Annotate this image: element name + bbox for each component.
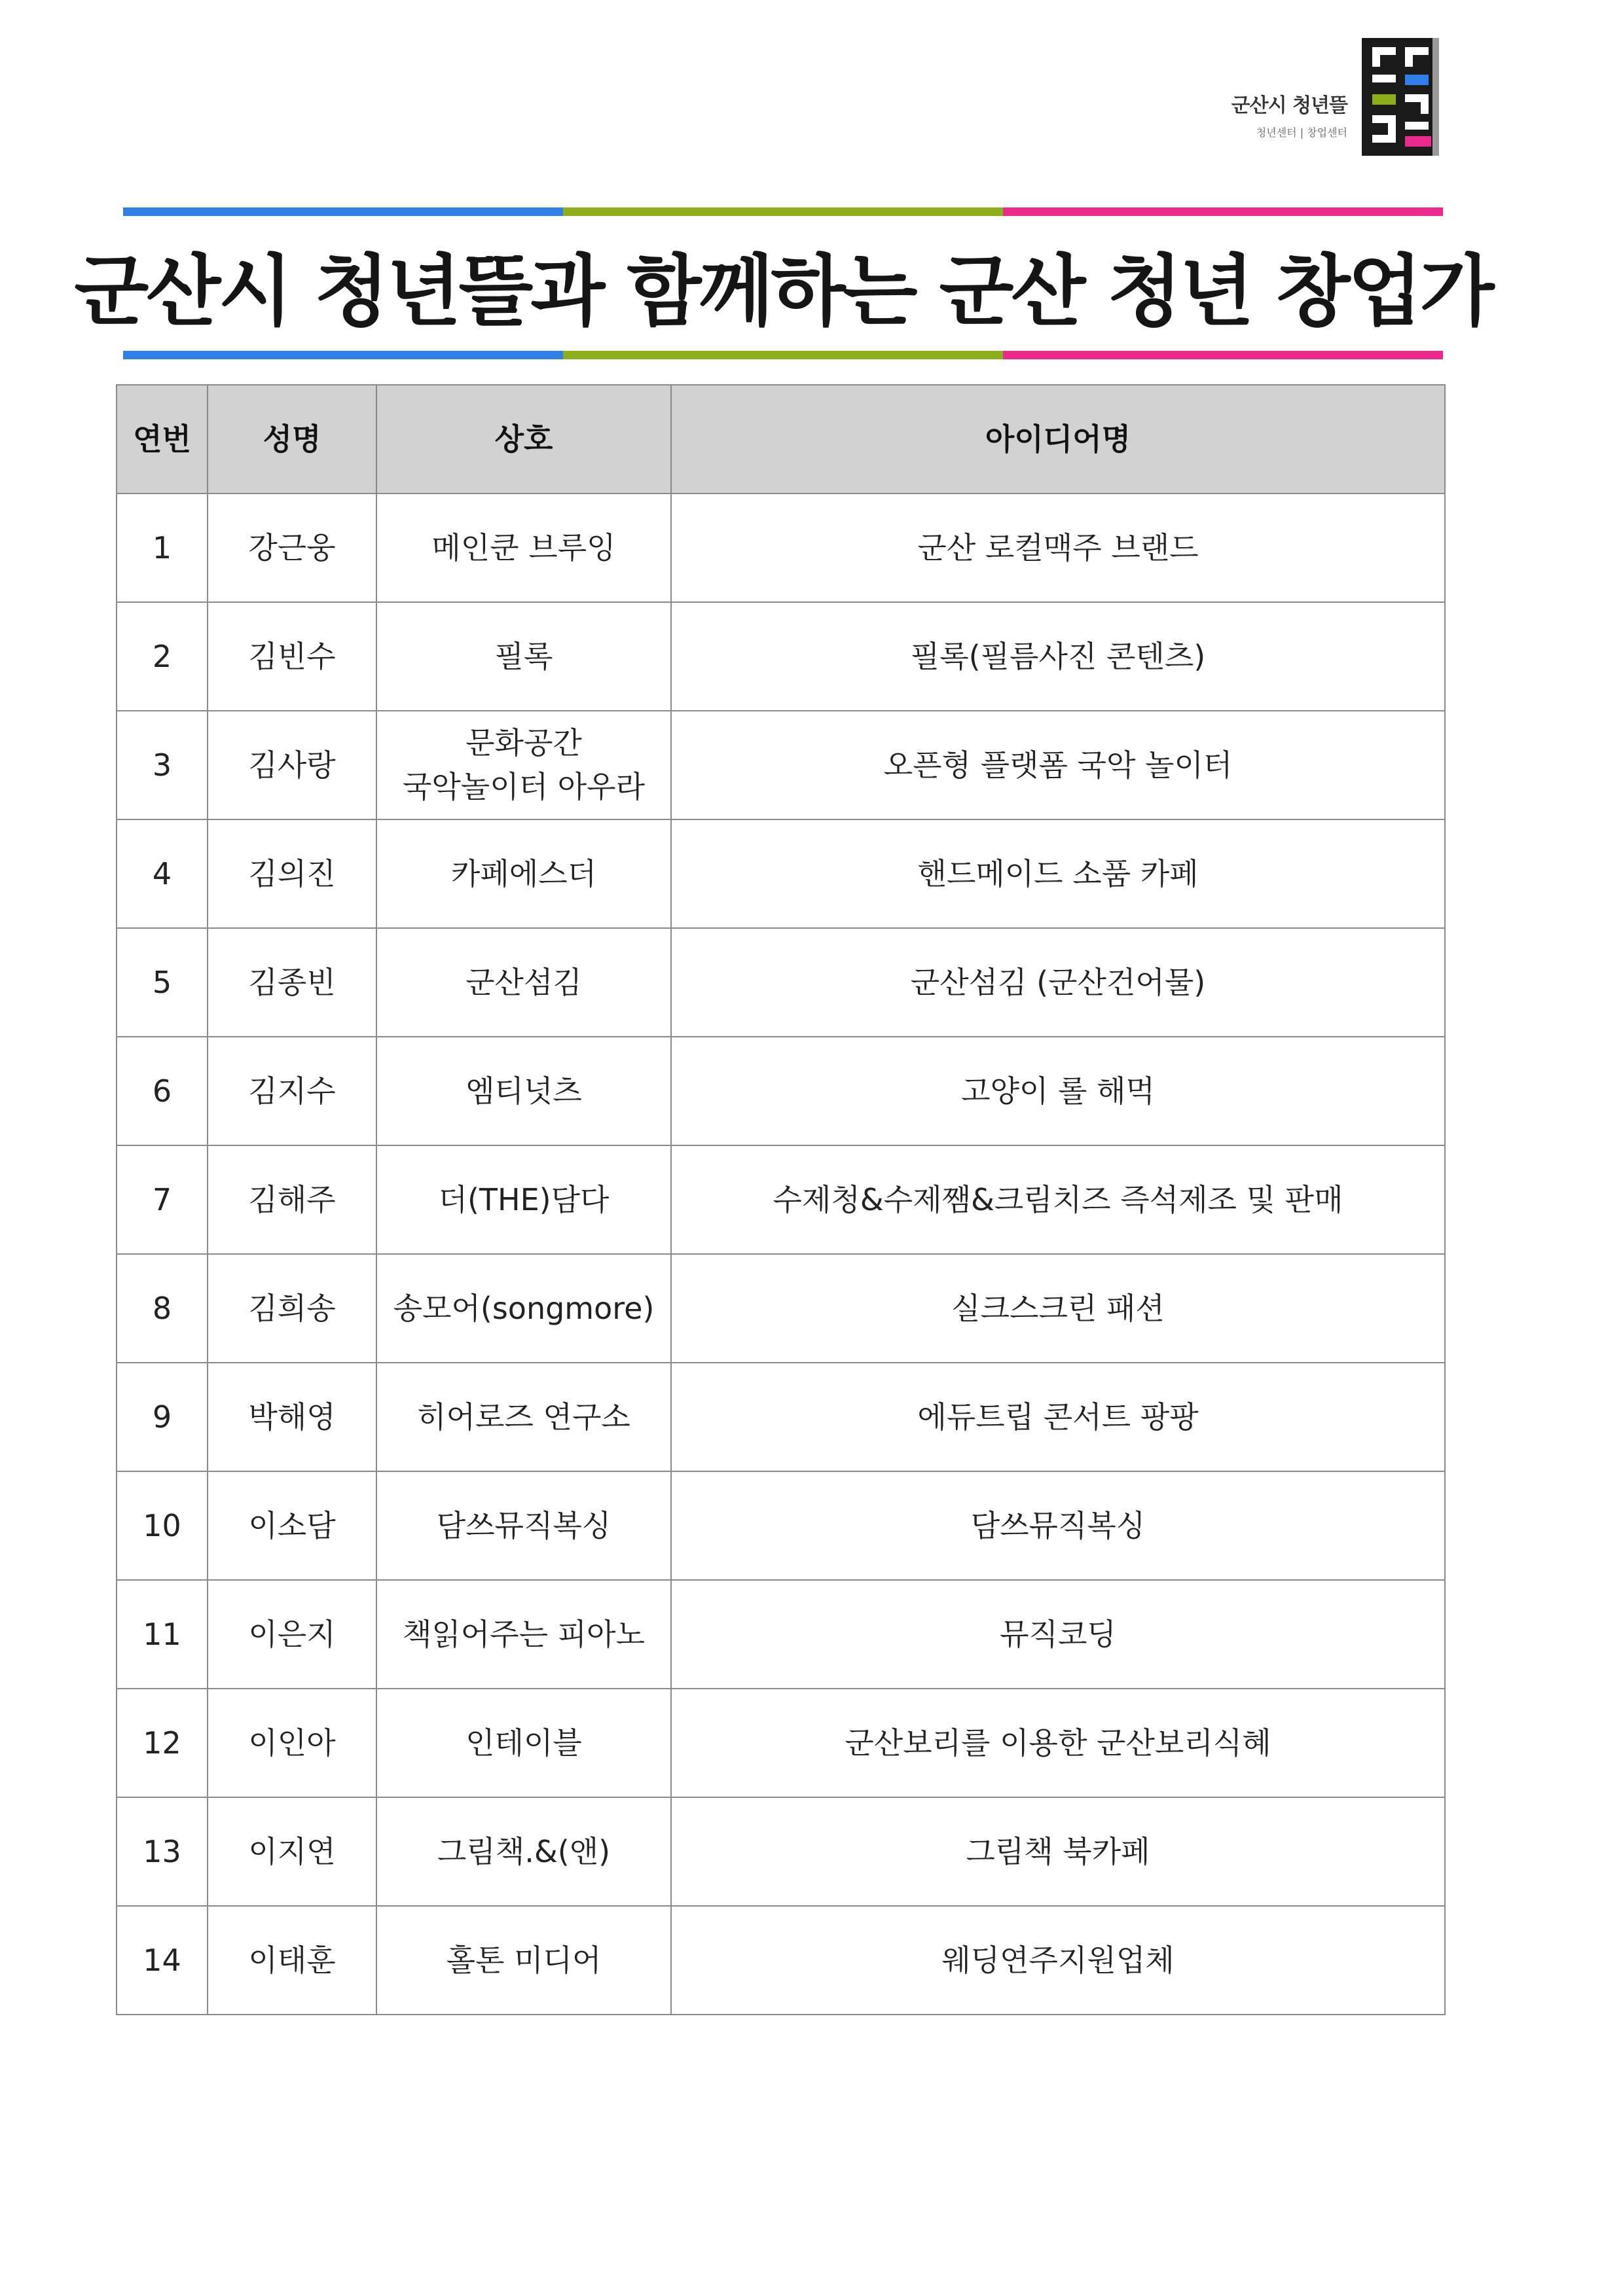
page-title: 군산시 청년뜰과 함께하는 군산 청년 창업가 xyxy=(74,246,1492,336)
cell-no: 7 xyxy=(117,1145,208,1254)
cell-name: 김사랑 xyxy=(208,711,376,819)
cell-no: 9 xyxy=(117,1363,208,1471)
header-no: 연번 xyxy=(117,385,208,493)
cell-line: 문화공간 xyxy=(465,725,582,761)
cell-idea: 뮤직코딩 xyxy=(671,1580,1445,1689)
cell-name: 김종빈 xyxy=(208,928,376,1037)
table-row xyxy=(117,1254,1445,1363)
table-row xyxy=(117,1037,1445,1145)
cell-business xyxy=(376,1363,671,1471)
cell-idea: 오픈형 플랫폼 국악 놀이터 xyxy=(671,711,1445,819)
table-body xyxy=(117,493,1445,2015)
table-row xyxy=(117,1580,1445,1689)
cell-name: 이태훈 xyxy=(208,1906,376,2015)
cell-line: 송모어(songmore) xyxy=(393,1290,655,1326)
header-name: 성명 xyxy=(208,385,376,493)
table-row xyxy=(117,1906,1445,2015)
cell-business xyxy=(376,1580,671,1689)
cell-business xyxy=(376,493,671,602)
cell-idea: 웨딩연주지원업체 xyxy=(671,1906,1445,2015)
cell-business xyxy=(376,1689,671,1797)
cell-business xyxy=(376,711,671,819)
cell-idea: 군산보리를 이용한 군산보리식혜 xyxy=(671,1689,1445,1797)
cell-no: 2 xyxy=(117,602,208,711)
cell-name: 이지연 xyxy=(208,1797,376,1906)
cell-name: 김지수 xyxy=(208,1037,376,1145)
cell-no: 14 xyxy=(117,1906,208,2015)
cell-no: 1 xyxy=(117,493,208,602)
table-header-row xyxy=(117,385,1445,493)
table-row xyxy=(117,1471,1445,1580)
logo xyxy=(1231,38,1439,159)
cell-no: 4 xyxy=(117,819,208,928)
table-row xyxy=(117,711,1445,819)
cell-no: 5 xyxy=(117,928,208,1037)
table-row xyxy=(117,1145,1445,1254)
cell-idea: 핸드메이드 소품 카페 xyxy=(671,819,1445,928)
cell-no: 10 xyxy=(117,1471,208,1580)
cell-business xyxy=(376,1037,671,1145)
bar-segment-blue xyxy=(123,207,563,216)
table-row xyxy=(117,819,1445,928)
bar-segment-green xyxy=(563,207,1003,216)
cell-line: 히어로즈 연구소 xyxy=(417,1399,630,1435)
cell-line: 책읽어주는 피아노 xyxy=(402,1616,646,1652)
header-business: 상호 xyxy=(376,385,671,493)
cell-line: 필록 xyxy=(494,638,553,674)
cell-line: 인테이블 xyxy=(465,1725,582,1761)
title-bar-top xyxy=(123,207,1443,216)
cell-name: 김빈수 xyxy=(208,602,376,711)
cell-line: 담쓰뮤직복싱 xyxy=(436,1507,611,1543)
cell-idea: 수제청&수제쨈&크림치즈 즉석제조 및 판매 xyxy=(671,1145,1445,1254)
cell-line: 홀톤 미디어 xyxy=(446,1942,602,1978)
cell-line: 국악놀이터 아우라 xyxy=(402,769,646,804)
cell-business xyxy=(376,1471,671,1580)
cell-line: 카페에스더 xyxy=(450,855,597,891)
cell-no: 13 xyxy=(117,1797,208,1906)
cell-name: 김희송 xyxy=(208,1254,376,1363)
cell-name: 이소담 xyxy=(208,1471,376,1580)
cell-business xyxy=(376,1254,671,1363)
cell-line: 더(THE)담다 xyxy=(438,1181,610,1217)
logo-text xyxy=(1231,89,1347,139)
logo-subtitle: 청년센터 | 창업센터 xyxy=(1256,126,1347,139)
table-row xyxy=(117,1363,1445,1471)
cell-idea: 고양이 롤 해먹 xyxy=(671,1037,1445,1145)
cell-idea: 실크스크린 패션 xyxy=(671,1254,1445,1363)
cell-no: 8 xyxy=(117,1254,208,1363)
cell-name: 이은지 xyxy=(208,1580,376,1689)
table-row xyxy=(117,602,1445,711)
cell-name: 김해주 xyxy=(208,1145,376,1254)
cell-idea: 담쓰뮤직복싱 xyxy=(671,1471,1445,1580)
cell-name: 강근웅 xyxy=(208,493,376,602)
cell-idea: 군산섬김 (군산건어물) xyxy=(671,928,1445,1037)
cell-idea: 군산 로컬맥주 브랜드 xyxy=(671,493,1445,602)
bar-segment-blue xyxy=(123,351,563,359)
entrepreneur-table xyxy=(116,384,1446,2015)
cell-line: 메인쿤 브루잉 xyxy=(431,529,616,565)
logo-name: 군산시 청년뜰 xyxy=(1231,94,1347,117)
cell-business xyxy=(376,819,671,928)
bar-segment-green xyxy=(563,351,1003,359)
table-row xyxy=(117,928,1445,1037)
cell-idea: 그림책 북카페 xyxy=(671,1797,1445,1906)
cell-name: 김의진 xyxy=(208,819,376,928)
cell-name: 박해영 xyxy=(208,1363,376,1471)
cell-business xyxy=(376,1906,671,2015)
logo-mark-icon xyxy=(1362,38,1439,156)
cell-line: 그림책.&(앤) xyxy=(437,1833,611,1869)
cell-business xyxy=(376,928,671,1037)
cell-no: 3 xyxy=(117,711,208,819)
cell-idea: 에듀트립 콘서트 팡팡 xyxy=(671,1363,1445,1471)
header-idea: 아이디어명 xyxy=(671,385,1445,493)
cell-business xyxy=(376,1145,671,1254)
bar-segment-pink xyxy=(1003,207,1443,216)
table-row xyxy=(117,1797,1445,1906)
table-row xyxy=(117,1689,1445,1797)
cell-line: 엠티넛츠 xyxy=(465,1073,582,1109)
cell-idea: 필록(필름사진 콘텐츠) xyxy=(671,602,1445,711)
cell-business xyxy=(376,1797,671,1906)
cell-no: 6 xyxy=(117,1037,208,1145)
title-bar-bottom xyxy=(123,351,1443,359)
cell-line: 군산섬김 xyxy=(465,964,582,1000)
bar-segment-pink xyxy=(1003,351,1443,359)
cell-no: 12 xyxy=(117,1689,208,1797)
table-row xyxy=(117,493,1445,602)
cell-business xyxy=(376,602,671,711)
cell-name: 이인아 xyxy=(208,1689,376,1797)
cell-no: 11 xyxy=(117,1580,208,1689)
